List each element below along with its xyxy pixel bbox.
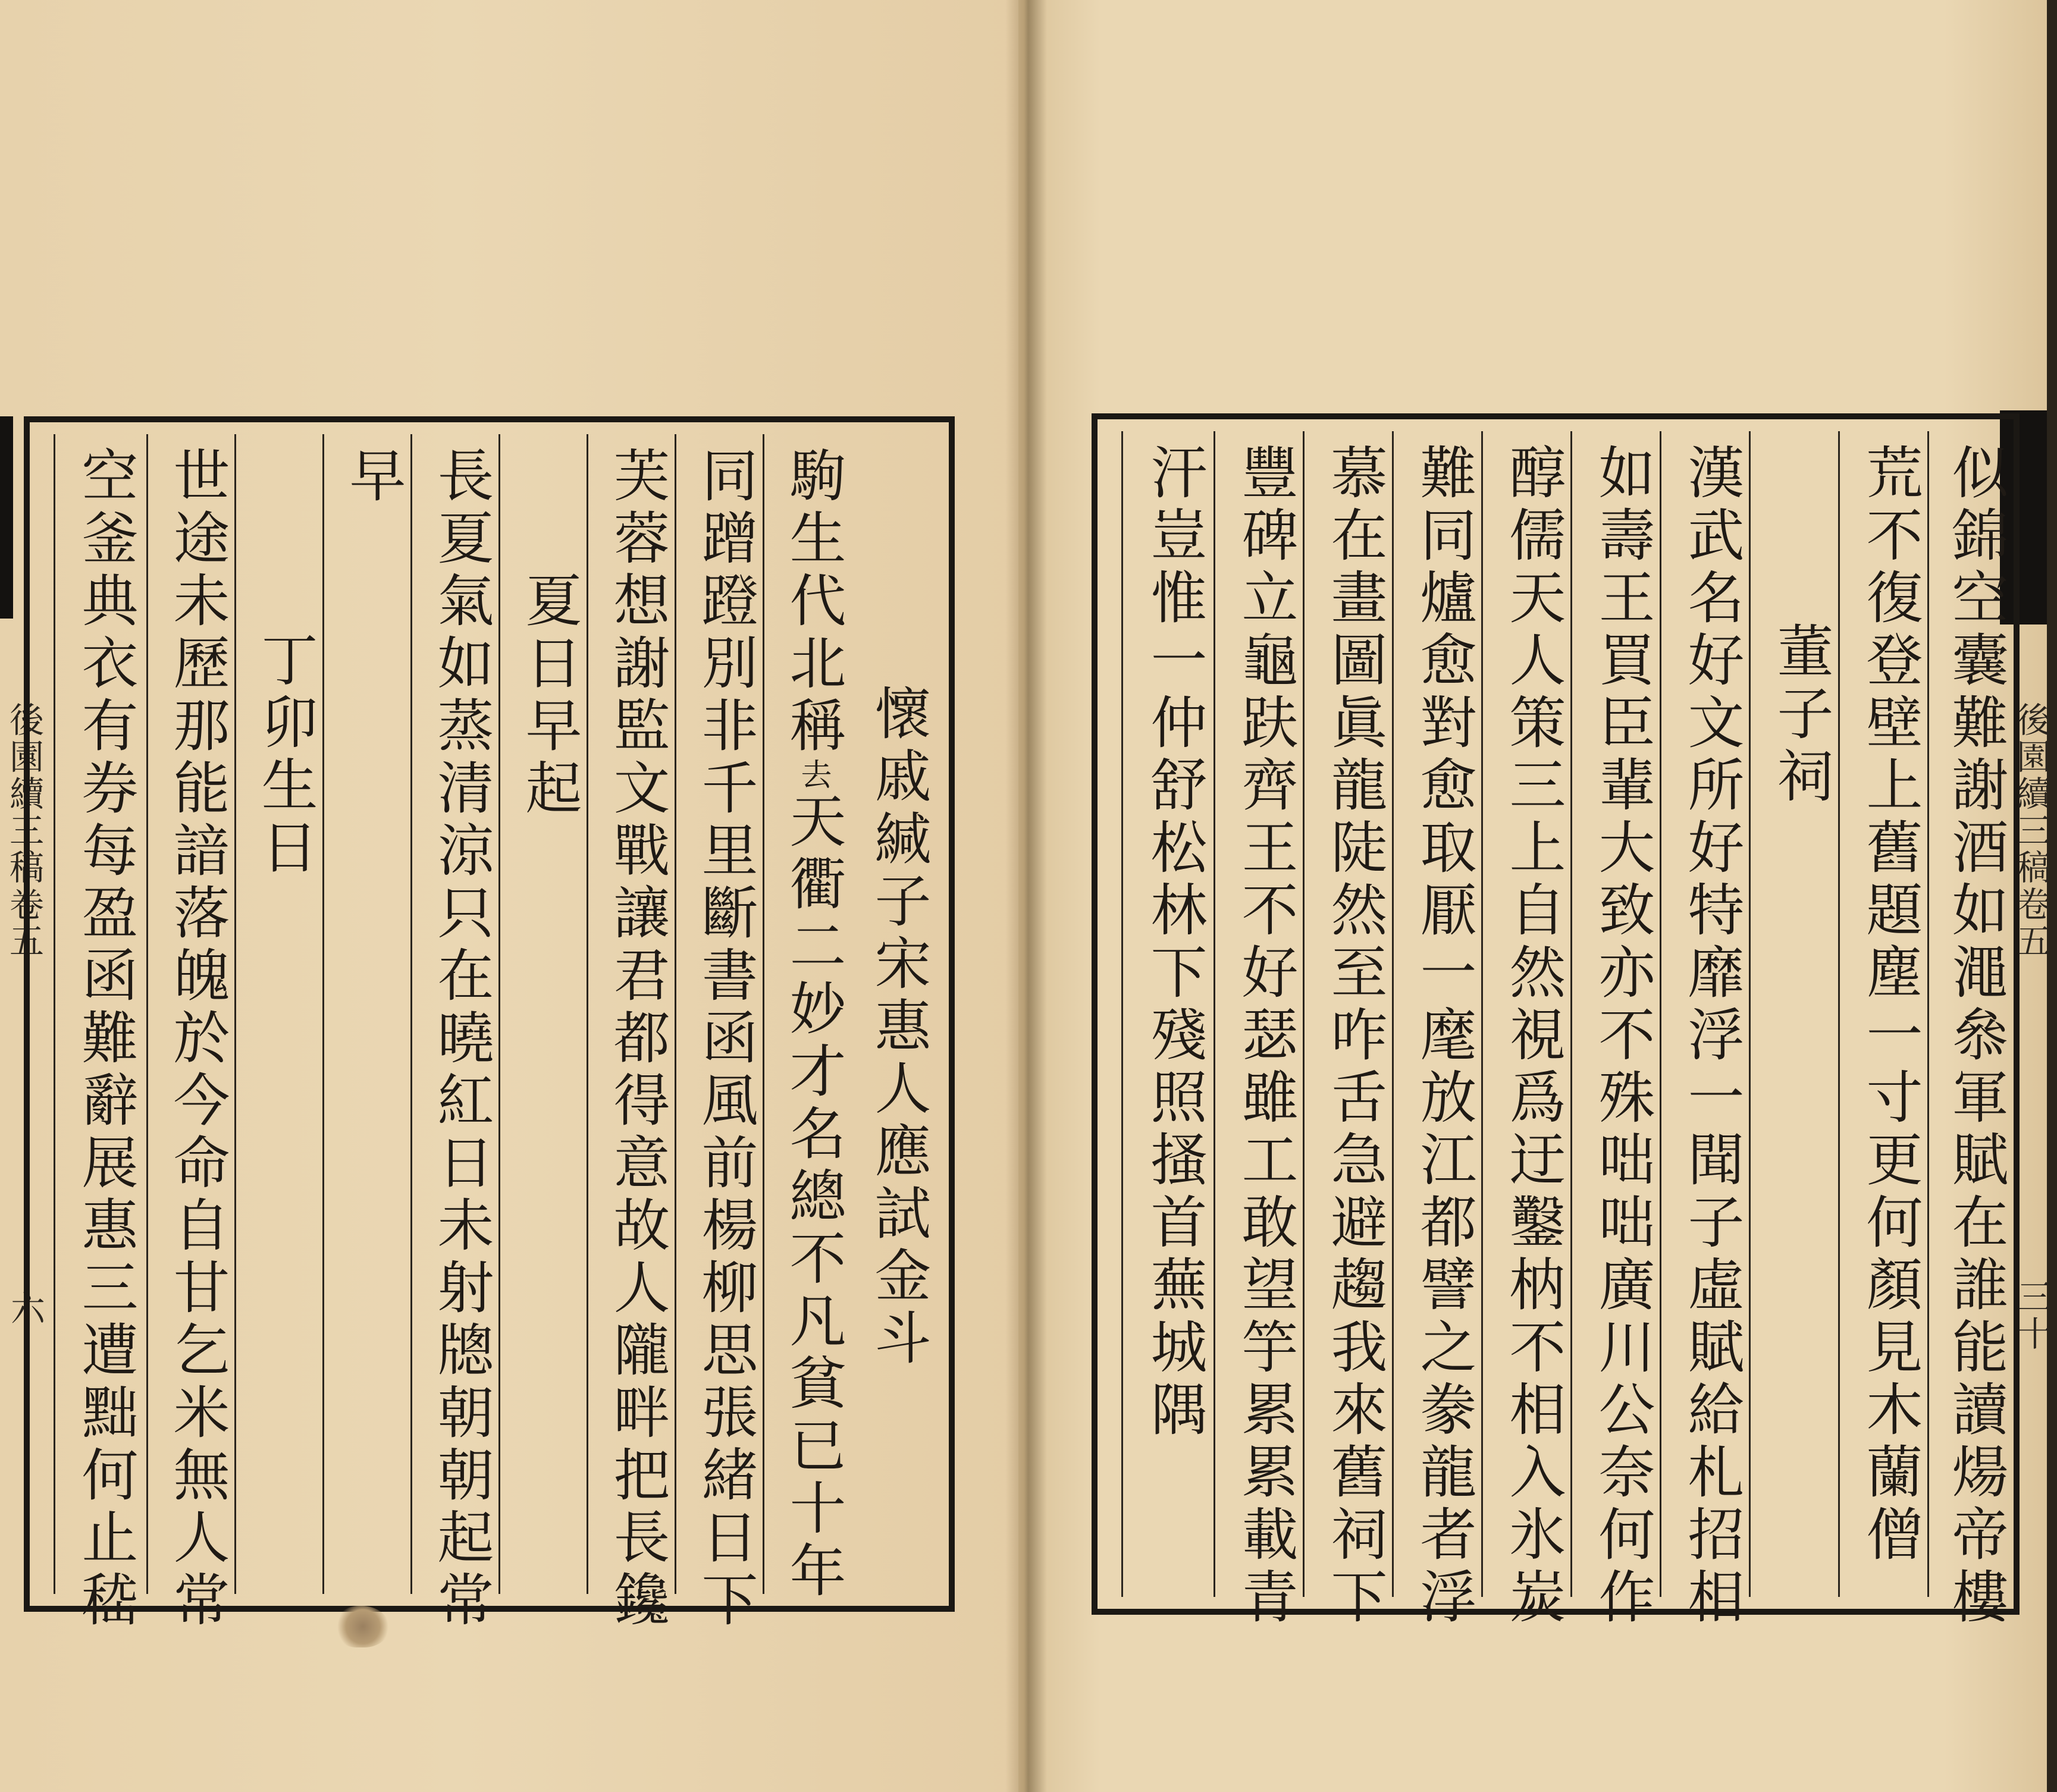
column xyxy=(1213,431,1303,1630)
column xyxy=(763,434,851,1603)
paper-stain xyxy=(336,1606,390,1647)
column xyxy=(234,434,322,1594)
poem-title: 懷戚緘子宋惠人應試金斗 xyxy=(866,684,931,1371)
verse-line: 汗豈惟一仲舒松林下殘照搔首蕪城隅 xyxy=(1142,443,1207,1442)
column xyxy=(1121,431,1213,1597)
poem-title: 丁卯生日 xyxy=(252,630,318,880)
column xyxy=(1481,431,1570,1630)
verse-line: 漢武名好文所好特靡浮一聞子虛賦給札招相 xyxy=(1679,443,1744,1630)
verse-line: 如壽王買臣輩大致亦不殊咄咄廣川公奈何作 xyxy=(1589,443,1655,1630)
poem-title: 董子祠 xyxy=(1768,622,1833,809)
right-page-number: 三十 xyxy=(2012,1279,2052,1352)
column xyxy=(1303,431,1392,1630)
verse-line: 早 xyxy=(340,446,406,509)
column xyxy=(1927,431,2011,1630)
column xyxy=(1570,431,1660,1630)
right-text-frame xyxy=(1092,413,2020,1630)
verse-line: 世途未歷那能諳落魄於今命自甘乞米無人常 xyxy=(164,446,230,1633)
left-text-frame xyxy=(24,416,955,1633)
edge-mark xyxy=(0,416,13,619)
column xyxy=(587,434,675,1633)
column xyxy=(410,434,498,1633)
column xyxy=(1660,431,1749,1630)
verse-line: 芙蓉想謝監文戰讓君都得意故人隴畔把長鑱 xyxy=(604,446,670,1633)
column xyxy=(498,434,587,1594)
verse-line: 長夏氣如蒸清涼只在曉紅日未射牕朝朝起常 xyxy=(428,446,494,1633)
book-gutter xyxy=(1005,0,1047,1792)
left-page-number: 六 xyxy=(5,1291,45,1327)
column xyxy=(146,434,234,1633)
column xyxy=(322,434,410,1594)
left-page xyxy=(0,0,1022,1792)
column xyxy=(851,434,940,1594)
verse-line: 空釜典衣有券每盈函難辭展惠三遭黜何止嵇 xyxy=(73,446,138,1633)
poem-title: 夏日早起 xyxy=(516,571,582,821)
verse-line: 荒不復登壁上舊題塵一寸更何顏見木蘭僧 xyxy=(1857,443,1923,1567)
column xyxy=(1749,431,1838,1597)
verse-line: 難同爐愈對愈取厭一麾放江都譬之豢龍者浮 xyxy=(1411,443,1476,1630)
verse-line: 豐碑立龜趺齊王不好瑟雖工敢望竽累累載青 xyxy=(1233,443,1298,1630)
verse-line: 同蹭蹬別非千里斷書函風前楊柳思張緒日下 xyxy=(692,446,758,1633)
column xyxy=(54,434,146,1633)
right-margin-label: 後園續三稿卷五 xyxy=(2011,702,2051,960)
tone-note: 去 xyxy=(795,758,831,792)
verse-line: 慕在畫圖眞龍陡然至咋舌急避趨我來舊祠下 xyxy=(1322,443,1387,1630)
left-margin-label: 後園續三稿卷五 xyxy=(4,702,44,960)
column xyxy=(1838,431,1927,1597)
column xyxy=(1392,431,1481,1630)
verse-line: 天衢二妙才名總不凡貧已十年 xyxy=(780,792,846,1603)
verse-line: 駒生代北稱 xyxy=(780,446,846,758)
right-page xyxy=(1018,0,2052,1792)
column xyxy=(675,434,763,1633)
verse-line: 似錦空囊難謝酒如澠叅軍賦在誰能讀煬帝樓 xyxy=(1943,443,2008,1630)
verse-line: 醇儒天人策三上自然視爲迂鑿枘不相入氷炭 xyxy=(1500,443,1566,1630)
